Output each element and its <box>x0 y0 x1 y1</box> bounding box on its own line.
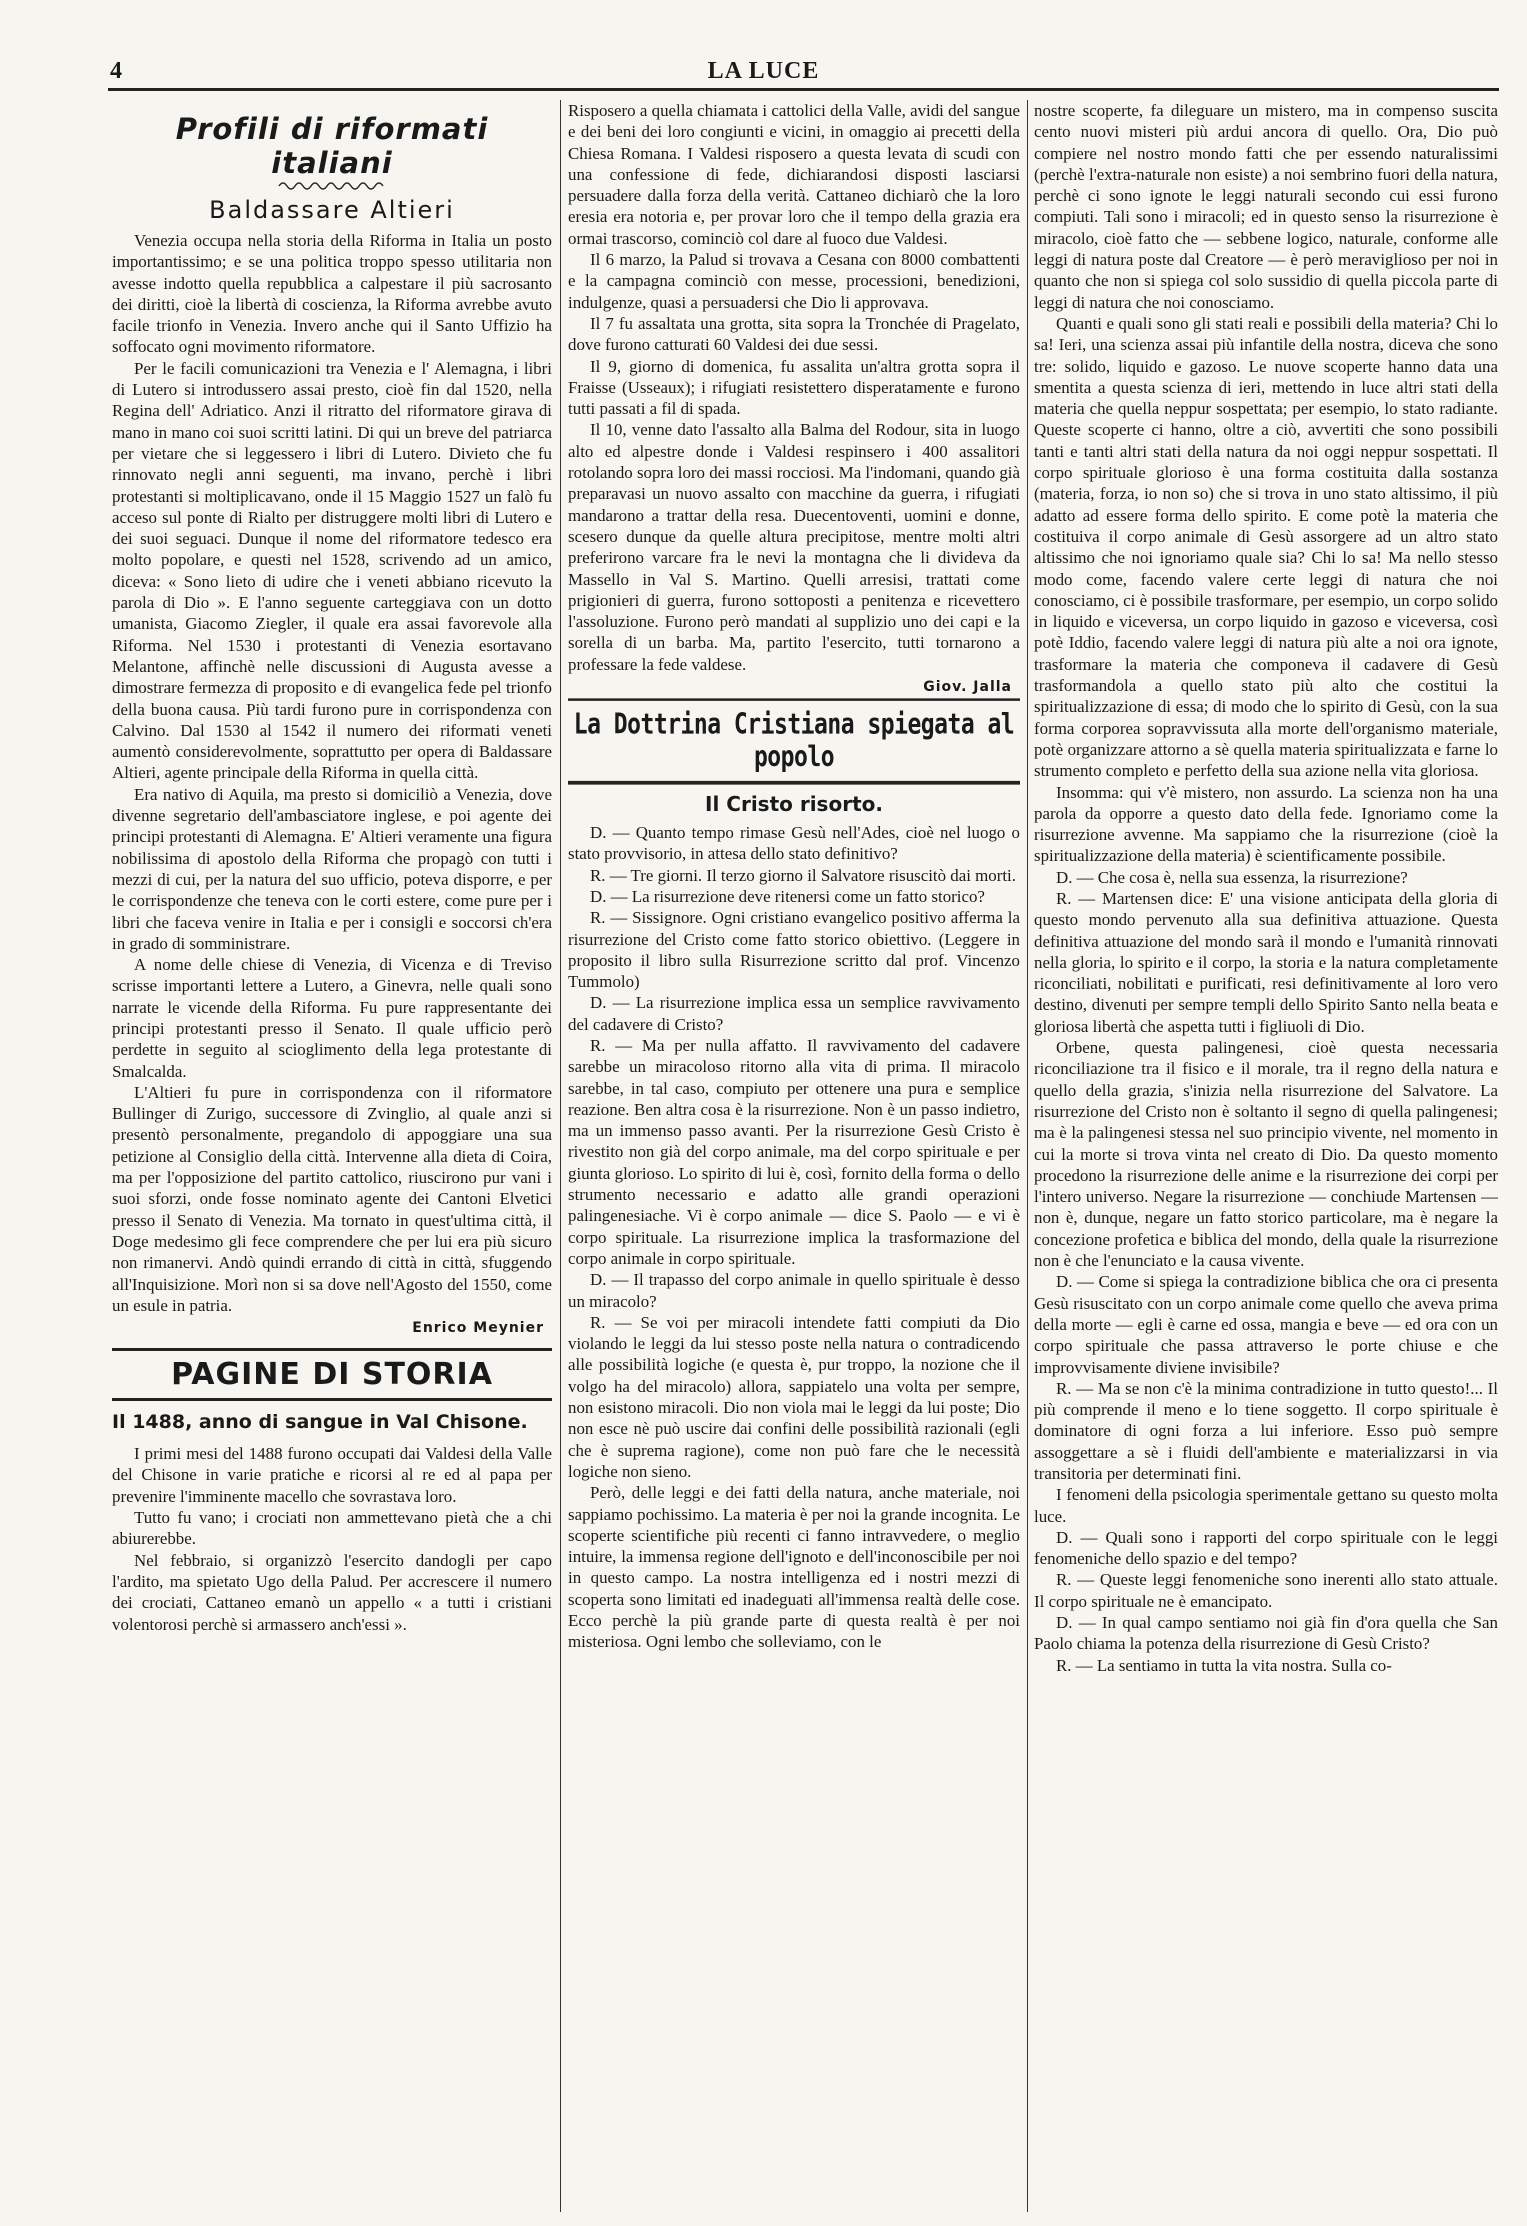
qa-item: R. — La sentiamo in tutta la vita nostra. Sulla co- <box>1056 1655 1392 1675</box>
paragraph: Il 6 marzo, la Palud si trovava a Cesana con 8000 combattenti e la campagna cominciò con messe, processioni, benedizioni, indulgenze, quasi a persuadersi che Dio li approvava. <box>568 250 1020 312</box>
qa-item: R. — Martensen dice: E' una visione anticipata della gloria di questo mondo pervenuto alla sua definitiva attuazione. Questa definitiva attuazione del mondo sarà il mondo e l'umanità rinnovati nella gloria, lo spirito e il corpo, la storia e la natura completamente riconciliati, nobilitati e purificati, resi definitivamente al loro vero destino, divenuti per sempre templi dello Spirito Santo nella beata e gloriosa libertà che aspetta tutti i figliuoli di Dio. <box>1034 888 1498 1036</box>
qa-item: R. — Se voi per miracoli intendete fatti compiuti da Dio violando le leggi da lui stesso poste nella natura o contradicendo alle possibilità logiche (e questa è, pur troppo, la nozione che il volgo ha del miracolo) allora, sappiatelo una volta per sempre, non esistono miracoli. Dio non viola mai le leggi da lui poste; Dio non esce nè può uscire dai confini delle possibilità razionali (egli che è suprema ragione), come non può fare che le necessità logiche non sieno. <box>568 1312 1020 1481</box>
paragraph: Orbene, questa palingenesi, cioè questa necessaria riconciliazione tra il fisico e il morale, tra il regno della natura e quello della grazia, s'inizia nella risurrezione del Salvatore. La risurrezione del Cristo non è soltanto il segno di quella palingenesi; ma è la palingenesi stessa nel suo principio vivente, nel momento in cui la morte si trova vinta nel creato di Dio. Da questo momento procedono la risurrezione delle anime e la risurrezione dei corpi per l'intero universo. Negare la risurrezione — conchiude Martensen — non è, dunque, negare un fatto storico particolare, ma è negare la concezione profetica e biblica del mondo, della quale la risurrezione non è che l'enunciato e la causa vivente. <box>1034 1038 1498 1271</box>
qa-item: R. — Tre giorni. Il terzo giorno il Salvatore risuscitò dai morti. <box>590 865 1016 885</box>
paragraph: Per le facili comunicazioni tra Venezia e l' Alemagna, i libri di Lutero si introdussero assai presto, cioè fin dal 1520, nella Regina dell' Adriatico. Anzi il ritratto del riformatore girava di mano in mano coi suoi scritti latini. Di qui un breve del patriarca per vietare che si leggessero i libri di Lutero. Divieto che fu rinnovato negli anni seguenti, ma invano, perchè i libri protestanti si moltiplicavano, onde il 15 Maggio 1527 un falò fu acceso sul ponte di Rialto per distruggere molti libri di Lutero e dei suoi seguaci. Dunque il nome del riformatore tedesco era molto popolare, e questi nel 1528, scrivendo ad un amico, diceva: « Sono lieto di udire che i veneti abbiano ricevuto la parola di Dio ». E l'anno seguente carteggiava con un dotto umanista, Giacomo Ziegler, il quale era assai favorevole alla Riforma. Nel 1530 i protestanti di Venezia esortavano Melantone, affinchè nelle discussioni di Augusta avesse a dimostrare fermezza di proposito e di evangelica fede pel trionfo della buona causa. Più tardi furono pure in corrispondenza con Calvino. Dal 1530 al 1542 il numero dei riformati veneti aumentò considerevolmente, soprattutto per opera di Baldassare Altieri, agente principale della Riforma in quella città. <box>112 358 552 783</box>
paragraph: Il 9, giorno di domenica, fu assalita un'altra grotta sopra il Fraisse (Usseaux); i rifugiati resistettero disperatamente e furono tutti passati a fil di spada. <box>568 356 1020 419</box>
masthead: LA LUCE <box>707 58 820 84</box>
signature: Giov. Jalla <box>923 679 1012 696</box>
paragraph: Nel febbraio, si organizzò l'esercito dandogli per capo l'ardito, ma spietato Ugo della Palud. Per accrescere il numero dei crociati, Cattaneo emanò un appello « a tutti i cristiani volentorosi perchè si armassero anch'essi ». <box>112 1550 552 1634</box>
column-2 <box>568 100 1020 2212</box>
dottrina-title: La Dottrina Cristiana spiegata al popolo <box>568 698 1020 784</box>
qa-item: D. — Quanto tempo rimase Gesù nell'Ades, cioè nel luogo o stato provvisorio, in attesa dello stato definitivo? <box>568 823 1020 864</box>
column-1 <box>112 100 552 2212</box>
qa-item: D. — Che cosa è, nella sua essenza, la risurrezione? <box>1056 867 1408 887</box>
paragraph: Il 7 fu assaltata una grotta, sita sopra la Tronchée di Pragelato, dove furono catturati 60 Valdesi dei due sessi. <box>568 313 1020 355</box>
page-number: 4 <box>110 58 122 84</box>
column-divider <box>1027 100 1028 2212</box>
subject-name: Baldassare Altieri <box>209 196 455 224</box>
paragraph: Tutto fu vano; i crociati non ammettevano pietà che a chi abiurerebbe. <box>112 1508 552 1549</box>
qa-item: D. — La risurrezione implica essa un semplice ravvivamento del cadavere di Cristo? <box>568 993 1020 1034</box>
paragraph: Il 10, venne dato l'assalto alla Balma del Rodour, sita in luogo alto ed alpestre donde i Valdesi respinsero i 400 assalitori rotolando sopra loro dei massi rocciosi. Ma l'indomani, quando già preparavasi un nuovo assalto con macchine da guerra, i rifugiati mandarono a trattar della resa. Duecentoventi, uomini e donne, scesero dunque da quelle altura precipitose, mentre molti altri preferirono varcare fra le nevi la montagna che li divideva da Massello in Val S. Martino. Quelli arresisi, trattati come prigionieri di guerra, furono sottoposti a penitenza e ricevettero l'assoluzione. Furono però mandati al supplizio uno dei capi e la sorella di un barba. Ma, partito l'esercito, tutti tornarono a professare la fede valdese. <box>568 420 1020 674</box>
article-heading: Il Cristo risorto. <box>705 792 883 817</box>
qa-item: R. — Queste leggi fenomeniche sono inerenti allo stato attuale. Il corpo spirituale ne è emancipato. <box>1034 1570 1498 1611</box>
qa-item: D. — La risurrezione deve ritenersi come un fatto storico? <box>590 886 985 906</box>
wavy-ornament <box>277 180 387 192</box>
header-rule <box>108 88 1499 91</box>
column-divider <box>560 100 561 2212</box>
paragraph: Venezia occupa nella storia della Riforma in Italia un posto importantissimo; e se una politica troppo spesso utilitaria non avesse indotto quella repubblica a calpestare il più sacrosanto dei diritti, cioè la libertà di coscienza, la Riforma avrebbe avuto facile trionfo in Venezia. Invero anche qui il Santo Uffizio ha soffocato ogni movimento riformatore. <box>112 231 552 357</box>
paragraph: Insomma: qui v'è mistero, non assurdo. La scienza non ha una parola da opporre a questo dato della fede. Ignoriamo come la risurrezione avvenne. Ma sappiamo che la risurrezione (cioè la spiritualizzazione della materia) è scientificamente possibile. <box>1034 782 1498 866</box>
qa-item: D. — Come si spiega la contradizione biblica che ora ci presenta Gesù risuscitato con un corpo animale come quello che aveva prima della morte — egli è carne ed ossa, mangia e beve — ed ora con un corpo spirituale che passa attraverso le porte chiuse e che improvvisamente diviene invisibile? <box>1034 1272 1498 1377</box>
paragraph: I fenomeni della psicologia sperimentale gettano su questo molta luce. <box>1034 1485 1498 1526</box>
qa-item: D. — Quali sono i rapporti del corpo spirituale con le leggi fenomeniche dello spazio e del tempo? <box>1034 1527 1498 1569</box>
qa-item: R. — Ma per nulla affatto. Il ravvivamento del cadavere sarebbe un miracoloso ritorno alla vita di prima. Il miracolo sarebbe, in tal caso, compiuto per ottenere una pura e semplice reazione. Ben altra cosa è la risurrezione. Non è un passo indietro, ma un immenso passo avanti. Per la risurrezione Gesù Cristo è rivestito non già del corpo animale, ma del corpo spirituale e per giunta glorioso. Lo spirito di lui è, così, fornito della forma o dello strumento necessario e adatto alle grandi operazioni palingenesiache. Vi è corpo animale — dice S. Paolo — e vi è corpo spirituale. La risurrezione implica la trasformazione del corpo animale in corpo spirituale. <box>568 1035 1020 1268</box>
paragraph: L'Altieri fu pure in corrispondenza con il riformatore Bullinger di Zurigo, successore di Zvinglio, al quale anzi si presentò personalmente, pregandolo di appoggiare una sua petizione al Consiglio della città. Intervenne alla dieta di Coira, ma per l'opposizione del partito cattolico, riuscirono pur vani i suoi sforzi, onde fosse nominato agente dei Cantoni Elvetici presso il Senato di Venezia. Ma tornato in quest'ultima città, il Doge medesimo gli fece comprendere che per lui era più sicuro non rimanervi. Andò quindi errando di città in città, sfuggendo all'Inquisizione. Morì non si sa dove nell'Agosto del 1550, come un esule in patria. <box>112 1082 552 1315</box>
qa-item: R. — Ma se non c'è la minima contradizione in tutto questo!... Il più comprende il meno e lo tiene soggetto. Il corpo spirituale è dominatore di ogni forza a lui inferiore. Esso può sempre assoggettare a sè i fluidi dell'ambiente e materializzarsi in via transitoria per determinati fini. <box>1034 1378 1498 1483</box>
paragraph: Quanti e quali sono gli stati reali e possibili della materia? Chi lo sa! Ieri, una scienza assai più infantile della nostra, diceva che sono tre: solido, liquido e gazoso. Le nuove scoperte hanno data una smentita a questa scienza di ieri, mettendo in luce altri stati della materia che quella neppur sospettata; per esempio, lo stato radiante. Queste scoperte ci hanno, oltre a ciò, avvertiti che sono possibili tanti e tanti altri stati della natura da noi oggi neppur sospettati. Il corpo spirituale glorioso è una forma costituita dalla sostanza (materia, forza, io non so) che si trova in uno stato altissimo, il più adatto ad essere forma dello spirito. E come potè la materia che costituiva il corpo animale di Gesù assorgere ad un altro stato altissimo che noi ignoriamo quale sia? Chi lo sa! Ma nello stesso modo come, facendo valere certe leggi di natura che noi conosciamo, ci è possibile trasformare, per esempio, un corpo solido in liquido e viceversa, un corpo liquido in gazoso e viceversa, così potè Iddio, facendo valere leggi di natura più alte a noi ora ignote, trasformare la materia che componeva il cadavere di Gesù trasformandola a quello stato più alto che costitui la spiritualizzazione di essa; di modo che lo spirito di Gesù, con la sua forma corporea sopravvissuta alla morte dell'organismo materiale, potè organizzare attorno a sè quella materia spiritualizzata e farne lo strumento completo e perfetto della sua azione nella vita gloriosa. <box>1034 313 1498 781</box>
qa-item: Però, delle leggi e dei fatti della natura, anche materiale, noi sappiamo pochissimo. La materia è per noi la grande incognita. Le scoperte scientifiche più recenti ci fanno intravvedere, o meglio intuire, la immensa regione dell'ignoto e dell'inconoscibile per noi in questo campo. La nostra intelligenza ed i nostri mezzi di scoperta sono limitati ed inadeguati all'immensa realtà delle cose. Ecco perchè la più grande parte di questa realtà è per noi misteriosa. Ogni lembo che solleviamo, con le <box>568 1483 1020 1652</box>
column-3 <box>1034 100 1498 2212</box>
section-title: Profili di riformati italiani <box>175 112 489 180</box>
signature: Enrico Meynier <box>412 1320 544 1337</box>
paragraph: Era nativo di Aquila, ma presto si domiciliò a Venezia, dove divenne segretario dell'ambasciatore inglese, e poi agente dei principi protestanti di Alemagna. E' Altieri veramente una figura nobilissima di apostolo della Riforma che propagò con tutti i mezzi di cui, per la natura del suo ufficio, poteva disporre, e per le corrispondenze che teneva con le corti estere, come pure per i libri che faceva venire in Italia e per i consigli e soccorsi ch'era in grado di somministrare. <box>112 784 552 953</box>
article-heading: Il 1488, anno di sangue in Val Chisone. <box>112 1411 528 1434</box>
paragraph: Risposero a quella chiamata i cattolici della Valle, avidi del sangue e dei beni dei loro congiunti e vicini, in omaggio ai precetti della Chiesa Romana. I Valdesi risposero a questa levata di scudi con una confessione di fede, dichiarandosi disposti lasciarsi persuadere dalla forza della verità. Cattaneo dichiarò che la loro eresia era notoria e, per provar loro che il tempo della grazia era ormai trascorso, cominciò col dare al fuoco due Valdesi. <box>568 101 1020 248</box>
qa-item: R. — Sissignore. Ogni cristiano evangelico positivo afferma la risurrezione del Cristo come fatto storico obiettivo. (Leggere in proposito il libro sulla Risurrezione scritto dal prof. Vincenzo Tummolo) <box>568 908 1020 992</box>
paragraph: I primi mesi del 1488 furono occupati dai Valdesi della Valle del Chisone in varie pratiche e ricorsi al re ed al papa per prevenire l'imminente macello che sovrastava loro. <box>112 1444 552 1506</box>
paragraph: nostre scoperte, fa dileguare un mistero, ma in compenso suscita cento nuovi misteri più ardui ancora di quello. Ora, Dio può compiere nel nostro mondo fatti che per essendo naturalissimi (perchè l'extra-naturale non esiste) a noi sembrino fuori della natura, perchè ci sono ignote le leggi naturali secondo cui essi furono compiuti. Tali sono i miracoli; ed in questo senso la risurrezione è miracolo, cioè fatto che — sebbene logico, naturale, conforme alle leggi di natura poste dal Creatore — è però meraviglioso per noi in quanto che non si spiega col solo sussidio di quella piccola parte di leggi di natura che noi conosciamo. <box>1034 101 1498 312</box>
qa-item: D. — Il trapasso del corpo animale in quello spirituale è desso un miracolo? <box>568 1270 1020 1311</box>
paragraph: A nome delle chiese di Venezia, di Vicenza e di Treviso scrisse importanti lettere a Lutero, a Ginevra, nelle quali sono narrate le vicende della Riforma. Fu pure rappresentante dei principi protestanti presso il Senato. Il quale ufficio però perdette in seguito al scioglimento della lega protestante di Smalcalda. <box>112 955 552 1081</box>
qa-item: D. — In qual campo sentiamo noi già fin d'ora quella che San Paolo chiama la potenza della risurrezione di Gesù Cristo? <box>1034 1613 1498 1654</box>
storia-title: PAGINE DI STORIA <box>112 1348 552 1401</box>
